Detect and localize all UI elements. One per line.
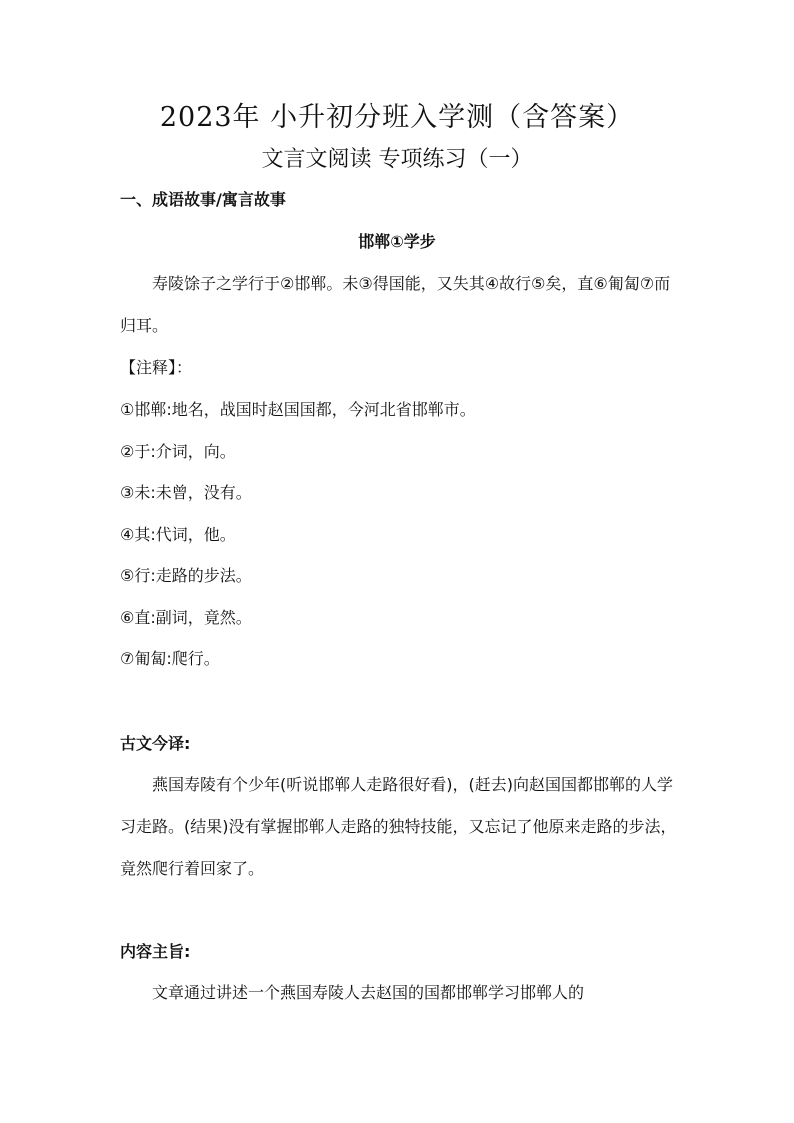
document-subtitle: 文言文阅读 专项练习（一）: [261, 147, 533, 172]
section-heading: 一、成语故事/寓言故事: [120, 190, 286, 209]
notes-list: [120, 398, 476, 689]
note-item: ③未:未曾，没有。: [120, 483, 252, 502]
theme-heading: 内容主旨:: [120, 942, 191, 961]
note-item: ⑥直:副词，竟然。: [120, 607, 252, 627]
note-item: ⑤行:走路的步法。: [120, 566, 252, 585]
note-item: ①邯郸:地名，战国时赵国国都，今河北省邯郸市。: [120, 400, 476, 419]
note-item: ④其:代词，他。: [120, 524, 236, 544]
note-item: ⑦匍匐:爬行。: [120, 649, 220, 668]
translation-text: 燕国寿陵有个少年(听说邯郸人走路很好看)，(赶去)向赵国国都邯郸的人学习走路。(结果)没有掌握邯郸人走路的独特技能，又忘记了他原来走路的步法，竟然爬行着回家了。: [120, 775, 677, 878]
theme-text: 文章通过讲述一个燕国寿陵人去赵国的国都邯郸学习邯郸人的: [152, 983, 585, 1002]
story-title: 邯郸①学步: [358, 232, 436, 251]
original-text: 寿陵馀子之学行于②邯郸。未③得国能，又失其④故行⑤矣，直⑥匍匐⑦而归耳。: [120, 274, 671, 335]
translation-heading: 古文今译:: [120, 734, 191, 753]
notes-label: 【注释】：: [120, 358, 193, 377]
note-item: ②于:介词，向。: [120, 441, 236, 461]
document-title: 2023年 小升初分班入学测（含答案）: [159, 102, 635, 133]
